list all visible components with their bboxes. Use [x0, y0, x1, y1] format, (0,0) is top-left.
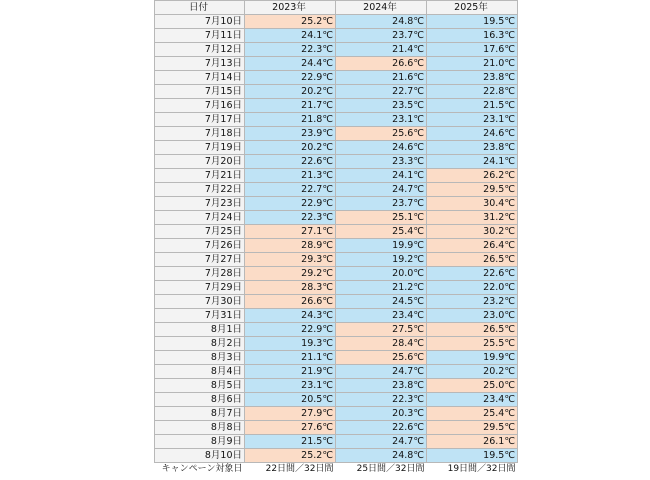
- temperature-cell: 19.2℃: [336, 253, 427, 267]
- temperature-cell: 26.6℃: [336, 57, 427, 71]
- table-row: [155, 253, 518, 267]
- date-cell: 8月7日: [155, 407, 245, 421]
- temperature-cell: 24.1℃: [245, 29, 336, 43]
- table-body: [155, 15, 518, 463]
- temperature-cell: 30.2℃: [427, 225, 518, 239]
- temperature-cell: 16.3℃: [427, 29, 518, 43]
- date-cell: 8月4日: [155, 365, 245, 379]
- table-row: [155, 337, 518, 351]
- temperature-cell: 22.3℃: [245, 43, 336, 57]
- table-row: [155, 57, 518, 71]
- temperature-cell: 20.2℃: [245, 141, 336, 155]
- temperature-cell: 28.3℃: [245, 281, 336, 295]
- summary-2024: 25日間／32日間: [336, 463, 427, 477]
- temperature-cell: 22.3℃: [336, 393, 427, 407]
- table-row: [155, 85, 518, 99]
- temperature-cell: 24.8℃: [336, 449, 427, 463]
- temperature-cell: 26.4℃: [427, 239, 518, 253]
- date-cell: 7月24日: [155, 211, 245, 225]
- table-row: [155, 29, 518, 43]
- temperature-cell: 24.1℃: [427, 155, 518, 169]
- temperature-cell: 21.6℃: [336, 71, 427, 85]
- table-row: [155, 211, 518, 225]
- temperature-cell: 22.9℃: [245, 197, 336, 211]
- header-year-2024: 2024年: [336, 1, 427, 15]
- table-row: [155, 449, 518, 463]
- temperature-cell: 24.3℃: [245, 309, 336, 323]
- temperature-cell: 21.2℃: [336, 281, 427, 295]
- temperature-cell: 26.6℃: [245, 295, 336, 309]
- temperature-cell: 22.7℃: [336, 85, 427, 99]
- temperature-cell: 25.6℃: [336, 351, 427, 365]
- temperature-cell: 23.8℃: [336, 379, 427, 393]
- temperature-cell: 27.6℃: [245, 421, 336, 435]
- temperature-cell: 26.1℃: [427, 435, 518, 449]
- table-row: [155, 141, 518, 155]
- table-row: [155, 435, 518, 449]
- temperature-cell: 20.3℃: [336, 407, 427, 421]
- date-cell: 8月8日: [155, 421, 245, 435]
- date-cell: 7月22日: [155, 183, 245, 197]
- table-row: [155, 225, 518, 239]
- table-row: [155, 393, 518, 407]
- date-cell: 8月5日: [155, 379, 245, 393]
- temperature-cell: 21.3℃: [245, 169, 336, 183]
- date-cell: 7月15日: [155, 85, 245, 99]
- table-row: [155, 127, 518, 141]
- table-row: [155, 155, 518, 169]
- temperature-cell: 29.5℃: [427, 421, 518, 435]
- temperature-cell: 22.6℃: [336, 421, 427, 435]
- temperature-cell: 25.1℃: [336, 211, 427, 225]
- temperature-cell: 20.0℃: [336, 267, 427, 281]
- temperature-cell: 19.9℃: [427, 351, 518, 365]
- date-cell: 7月16日: [155, 99, 245, 113]
- temperature-cell: 31.2℃: [427, 211, 518, 225]
- temperature-cell: 23.5℃: [336, 99, 427, 113]
- date-cell: 7月23日: [155, 197, 245, 211]
- temperature-cell: 23.7℃: [336, 197, 427, 211]
- table-row: [155, 15, 518, 29]
- date-cell: 8月2日: [155, 337, 245, 351]
- temperature-cell: 20.2℃: [245, 85, 336, 99]
- temperature-cell: 22.6℃: [245, 155, 336, 169]
- date-cell: 8月1日: [155, 323, 245, 337]
- temperature-cell: 19.3℃: [245, 337, 336, 351]
- temperature-cell: 25.2℃: [245, 449, 336, 463]
- temperature-cell: 20.2℃: [427, 365, 518, 379]
- temperature-cell: 24.8℃: [336, 15, 427, 29]
- temperature-cell: 25.0℃: [427, 379, 518, 393]
- date-cell: 8月6日: [155, 393, 245, 407]
- table-row: [155, 267, 518, 281]
- temperature-cell: 25.6℃: [336, 127, 427, 141]
- temperature-cell: 23.1℃: [245, 379, 336, 393]
- temperature-cell: 22.3℃: [245, 211, 336, 225]
- date-cell: 7月10日: [155, 15, 245, 29]
- temperature-cell: 29.5℃: [427, 183, 518, 197]
- temperature-cell: 23.3℃: [336, 155, 427, 169]
- temperature-cell: 21.8℃: [245, 113, 336, 127]
- temperature-cell: 27.5℃: [336, 323, 427, 337]
- temperature-cell: 26.5℃: [427, 253, 518, 267]
- date-cell: 7月20日: [155, 155, 245, 169]
- temperature-cell: 21.7℃: [245, 99, 336, 113]
- summary-2023: 22日間／32日間: [245, 463, 336, 477]
- temperature-cell: 30.4℃: [427, 197, 518, 211]
- temperature-cell: 19.5℃: [427, 449, 518, 463]
- temperature-cell: 23.7℃: [336, 29, 427, 43]
- header-date: 日付: [155, 1, 245, 15]
- header-year-2025: 2025年: [427, 1, 518, 15]
- date-cell: 7月28日: [155, 267, 245, 281]
- date-cell: 7月12日: [155, 43, 245, 57]
- date-cell: 7月13日: [155, 57, 245, 71]
- temperature-cell: 23.2℃: [427, 295, 518, 309]
- header-year-2023: 2023年: [245, 1, 336, 15]
- temperature-cell: 23.4℃: [336, 309, 427, 323]
- temperature-cell: 22.0℃: [427, 281, 518, 295]
- table-row: [155, 309, 518, 323]
- temperature-cell: 17.6℃: [427, 43, 518, 57]
- temperature-cell: 22.6℃: [427, 267, 518, 281]
- temperature-cell: 20.5℃: [245, 393, 336, 407]
- table-row: [155, 407, 518, 421]
- temperature-cell: 25.5℃: [427, 337, 518, 351]
- temperature-cell: 23.8℃: [427, 141, 518, 155]
- temperature-cell: 24.7℃: [336, 183, 427, 197]
- temperature-cell: 26.2℃: [427, 169, 518, 183]
- date-cell: 8月3日: [155, 351, 245, 365]
- date-cell: 7月26日: [155, 239, 245, 253]
- temperature-cell: 24.6℃: [427, 127, 518, 141]
- table-row: [155, 239, 518, 253]
- table-row: [155, 113, 518, 127]
- temperature-cell: 23.8℃: [427, 71, 518, 85]
- temperature-cell: 21.5℃: [427, 99, 518, 113]
- temperature-cell: 25.2℃: [245, 15, 336, 29]
- date-cell: 7月25日: [155, 225, 245, 239]
- temperature-cell: 28.9℃: [245, 239, 336, 253]
- table-row: [155, 71, 518, 85]
- table-row: [155, 379, 518, 393]
- date-cell: 7月17日: [155, 113, 245, 127]
- table-row: [155, 365, 518, 379]
- temperature-cell: 25.4℃: [336, 225, 427, 239]
- temperature-cell: 22.8℃: [427, 85, 518, 99]
- summary-2025: 19日間／32日間: [427, 463, 518, 477]
- temperature-cell: 23.4℃: [427, 393, 518, 407]
- table-row: [155, 169, 518, 183]
- temperature-cell: 27.1℃: [245, 225, 336, 239]
- header-row: [155, 1, 518, 15]
- temperature-cell: 22.7℃: [245, 183, 336, 197]
- table-row: [155, 421, 518, 435]
- date-cell: 7月14日: [155, 71, 245, 85]
- temperature-cell: 21.9℃: [245, 365, 336, 379]
- table-row: [155, 281, 518, 295]
- table-row: [155, 183, 518, 197]
- temperature-cell: 19.5℃: [427, 15, 518, 29]
- table-row: [155, 323, 518, 337]
- table-row: [155, 43, 518, 57]
- date-cell: 7月19日: [155, 141, 245, 155]
- date-cell: 7月31日: [155, 309, 245, 323]
- temperature-cell: 21.5℃: [245, 435, 336, 449]
- temperature-cell: 21.0℃: [427, 57, 518, 71]
- temperature-cell: 24.4℃: [245, 57, 336, 71]
- temperature-table: [154, 0, 518, 476]
- table-row: [155, 351, 518, 365]
- date-cell: 7月11日: [155, 29, 245, 43]
- temperature-cell: 21.4℃: [336, 43, 427, 57]
- date-cell: 7月18日: [155, 127, 245, 141]
- date-cell: 8月10日: [155, 449, 245, 463]
- temperature-cell: 26.5℃: [427, 323, 518, 337]
- temperature-cell: 19.9℃: [336, 239, 427, 253]
- temperature-cell: 27.9℃: [245, 407, 336, 421]
- temperature-cell: 24.6℃: [336, 141, 427, 155]
- temperature-sheet: [154, 0, 516, 476]
- date-cell: 7月30日: [155, 295, 245, 309]
- temperature-cell: 24.7℃: [336, 435, 427, 449]
- temperature-cell: 22.9℃: [245, 323, 336, 337]
- temperature-cell: 24.5℃: [336, 295, 427, 309]
- temperature-cell: 28.4℃: [336, 337, 427, 351]
- temperature-cell: 24.1℃: [336, 169, 427, 183]
- temperature-cell: 23.9℃: [245, 127, 336, 141]
- table-row: [155, 295, 518, 309]
- temperature-cell: 29.2℃: [245, 267, 336, 281]
- summary-label: キャンペーン対象日: [155, 463, 245, 477]
- temperature-cell: 22.9℃: [245, 71, 336, 85]
- date-cell: 7月21日: [155, 169, 245, 183]
- table-row: [155, 99, 518, 113]
- date-cell: 7月27日: [155, 253, 245, 267]
- temperature-cell: 25.4℃: [427, 407, 518, 421]
- temperature-cell: 23.0℃: [427, 309, 518, 323]
- temperature-cell: 21.1℃: [245, 351, 336, 365]
- table-row: [155, 197, 518, 211]
- temperature-cell: 23.1℃: [336, 113, 427, 127]
- temperature-cell: 24.7℃: [336, 365, 427, 379]
- summary-row: [155, 463, 518, 477]
- temperature-cell: 23.1℃: [427, 113, 518, 127]
- temperature-cell: 29.3℃: [245, 253, 336, 267]
- date-cell: 8月9日: [155, 435, 245, 449]
- date-cell: 7月29日: [155, 281, 245, 295]
